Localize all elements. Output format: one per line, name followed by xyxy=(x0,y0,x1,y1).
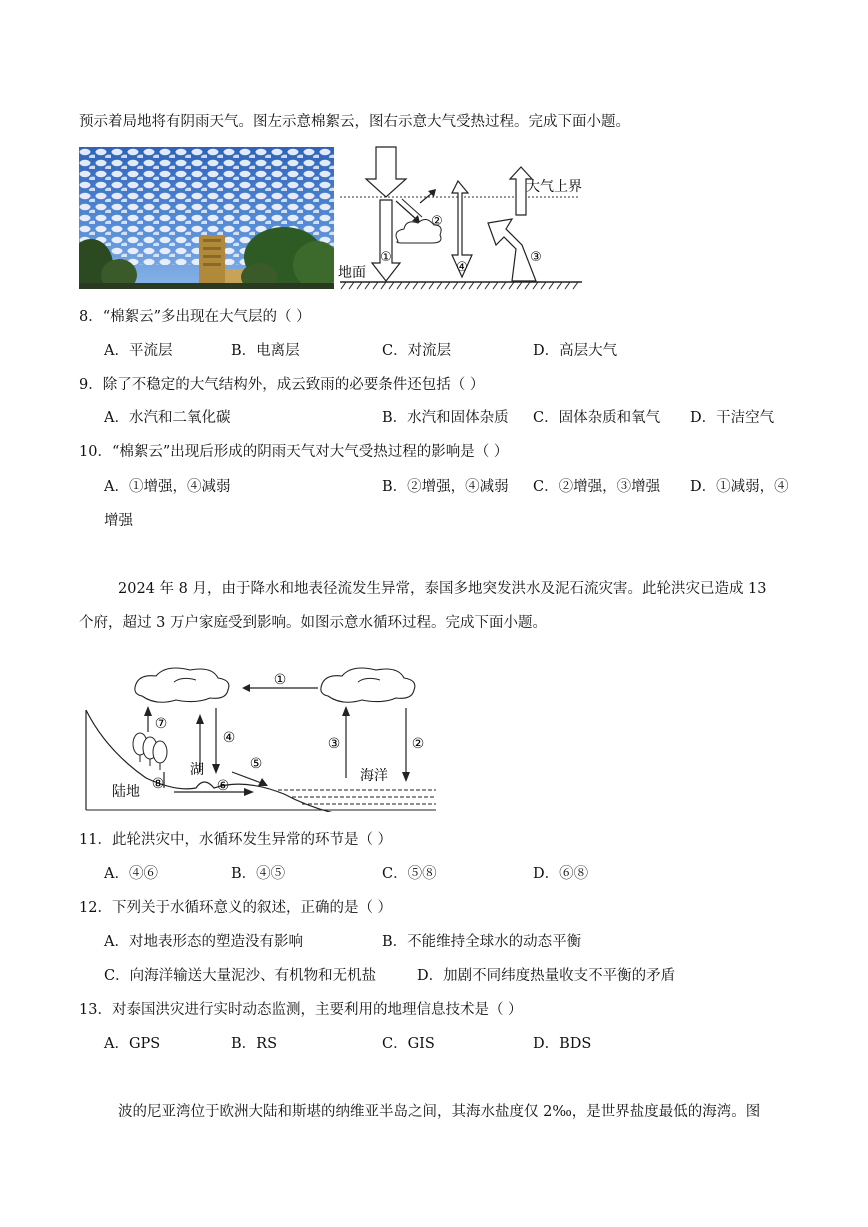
diagram2-label-2: ② xyxy=(411,736,425,752)
q12-option-a[interactable]: A．对地表形态的塑造没有影响 xyxy=(104,934,303,950)
q11-option-c[interactable]: C．⑤⑧ xyxy=(382,866,437,882)
atmosphere-heating-diagram xyxy=(336,145,586,295)
diagram1-label-2: ② xyxy=(431,214,443,229)
q10-option-b[interactable]: B．②增强，④减弱 xyxy=(382,479,509,495)
diagram2-label-sea: 海洋 xyxy=(360,768,388,784)
q9-option-d[interactable]: D．干洁空气 xyxy=(690,410,775,426)
diagram2-label-1: ① xyxy=(273,672,287,688)
section2-intro-line2: 个府，超过 3 万户家庭受到影响。如图示意水循环过程。完成下面小题。 xyxy=(79,615,547,631)
cotton-cloud-photo xyxy=(79,147,334,289)
q10-stem: 10．“棉絮云”出现后形成的阴雨天气对大气受热过程的影响是（ ） xyxy=(79,444,509,460)
q13-stem: 13．对泰国洪灾进行实时动态监测，主要利用的地理信息技术是（ ） xyxy=(79,1002,523,1018)
q13-option-c[interactable]: C．GIS xyxy=(382,1036,435,1052)
q12-stem: 12．下列关于水循环意义的叙述，正确的是（ ） xyxy=(79,900,393,916)
q11-option-d[interactable]: D．⑥⑧ xyxy=(533,866,589,882)
q12-option-c[interactable]: C．向海洋输送大量泥沙、有机物和无机盐 xyxy=(104,968,377,984)
diagram2-label-6: ⑥ xyxy=(216,778,230,794)
q10-option-c[interactable]: C．②增强，③增强 xyxy=(533,479,661,495)
diagram1-label-top-atmosphere: 大气上界 xyxy=(526,179,582,195)
diagram2-label-7: ⑦ xyxy=(154,716,168,732)
q8-option-b[interactable]: B．电离层 xyxy=(231,343,300,359)
q11-option-a[interactable]: A．④⑥ xyxy=(104,866,158,882)
diagram2-label-5: ⑤ xyxy=(249,756,263,772)
diagram1-label-1: ① xyxy=(380,250,392,265)
q10-option-d[interactable]: D．①减弱，④ xyxy=(690,479,789,495)
q11-option-b[interactable]: B．④⑤ xyxy=(231,866,286,882)
diagram1-label-3: ③ xyxy=(530,250,542,265)
q10-option-d-continued: 增强 xyxy=(104,513,133,529)
diagram2-label-3: ③ xyxy=(327,736,341,752)
diagram2-label-4: ④ xyxy=(222,730,236,746)
diagram1-label-ground: 地面 xyxy=(338,265,366,281)
q11-stem: 11．此轮洪灾中，水循环发生异常的环节是（ ） xyxy=(79,832,393,848)
q9-option-c[interactable]: C．固体杂质和氧气 xyxy=(533,410,661,426)
q13-option-d[interactable]: D．BDS xyxy=(533,1036,592,1052)
q8-stem: 8．“棉絮云”多出现在大气层的（ ） xyxy=(79,309,311,325)
diagram2-label-land: 陆地 xyxy=(112,784,140,800)
q12-option-b[interactable]: B．不能维持全球水的动态平衡 xyxy=(382,934,582,950)
q9-stem: 9．除了不稳定的大气结构外，成云致雨的必要条件还包括（ ） xyxy=(79,377,485,393)
section2-intro-line1: 2024 年 8 月，由于降水和地表径流发生异常，泰国多地突发洪水及泥石流灾害。此轮洪灾已造成 13 xyxy=(118,581,767,597)
section3-intro: 波的尼亚湾位于欧洲大陆和斯堪的纳维亚半岛之间，其海水盐度仅 2‰，是世界盐度最低的海湾。图 xyxy=(118,1104,761,1120)
q10-option-a[interactable]: A．①增强，④减弱 xyxy=(104,479,231,495)
diagram1-label-4: ④ xyxy=(456,260,468,275)
diagram2-label-lake: 湖 xyxy=(190,762,204,778)
q13-option-b[interactable]: B．RS xyxy=(231,1036,278,1052)
q8-option-d[interactable]: D．高层大气 xyxy=(533,343,618,359)
diagram2-label-8: ⑧ xyxy=(151,776,165,792)
q8-option-c[interactable]: C．对流层 xyxy=(382,343,452,359)
q8-option-a[interactable]: A．平流层 xyxy=(104,343,173,359)
water-cycle-diagram xyxy=(82,660,442,812)
q9-option-b[interactable]: B．水汽和固体杂质 xyxy=(382,410,509,426)
q12-option-d[interactable]: D．加剧不同纬度热量收支不平衡的矛盾 xyxy=(417,968,676,984)
q13-option-a[interactable]: A．GPS xyxy=(104,1036,161,1052)
q9-option-a[interactable]: A．水汽和二氧化碳 xyxy=(104,410,231,426)
section1-intro: 预示着局地将有阴雨天气。图左示意棉絮云，图右示意大气受热过程。完成下面小题。 xyxy=(79,114,630,130)
